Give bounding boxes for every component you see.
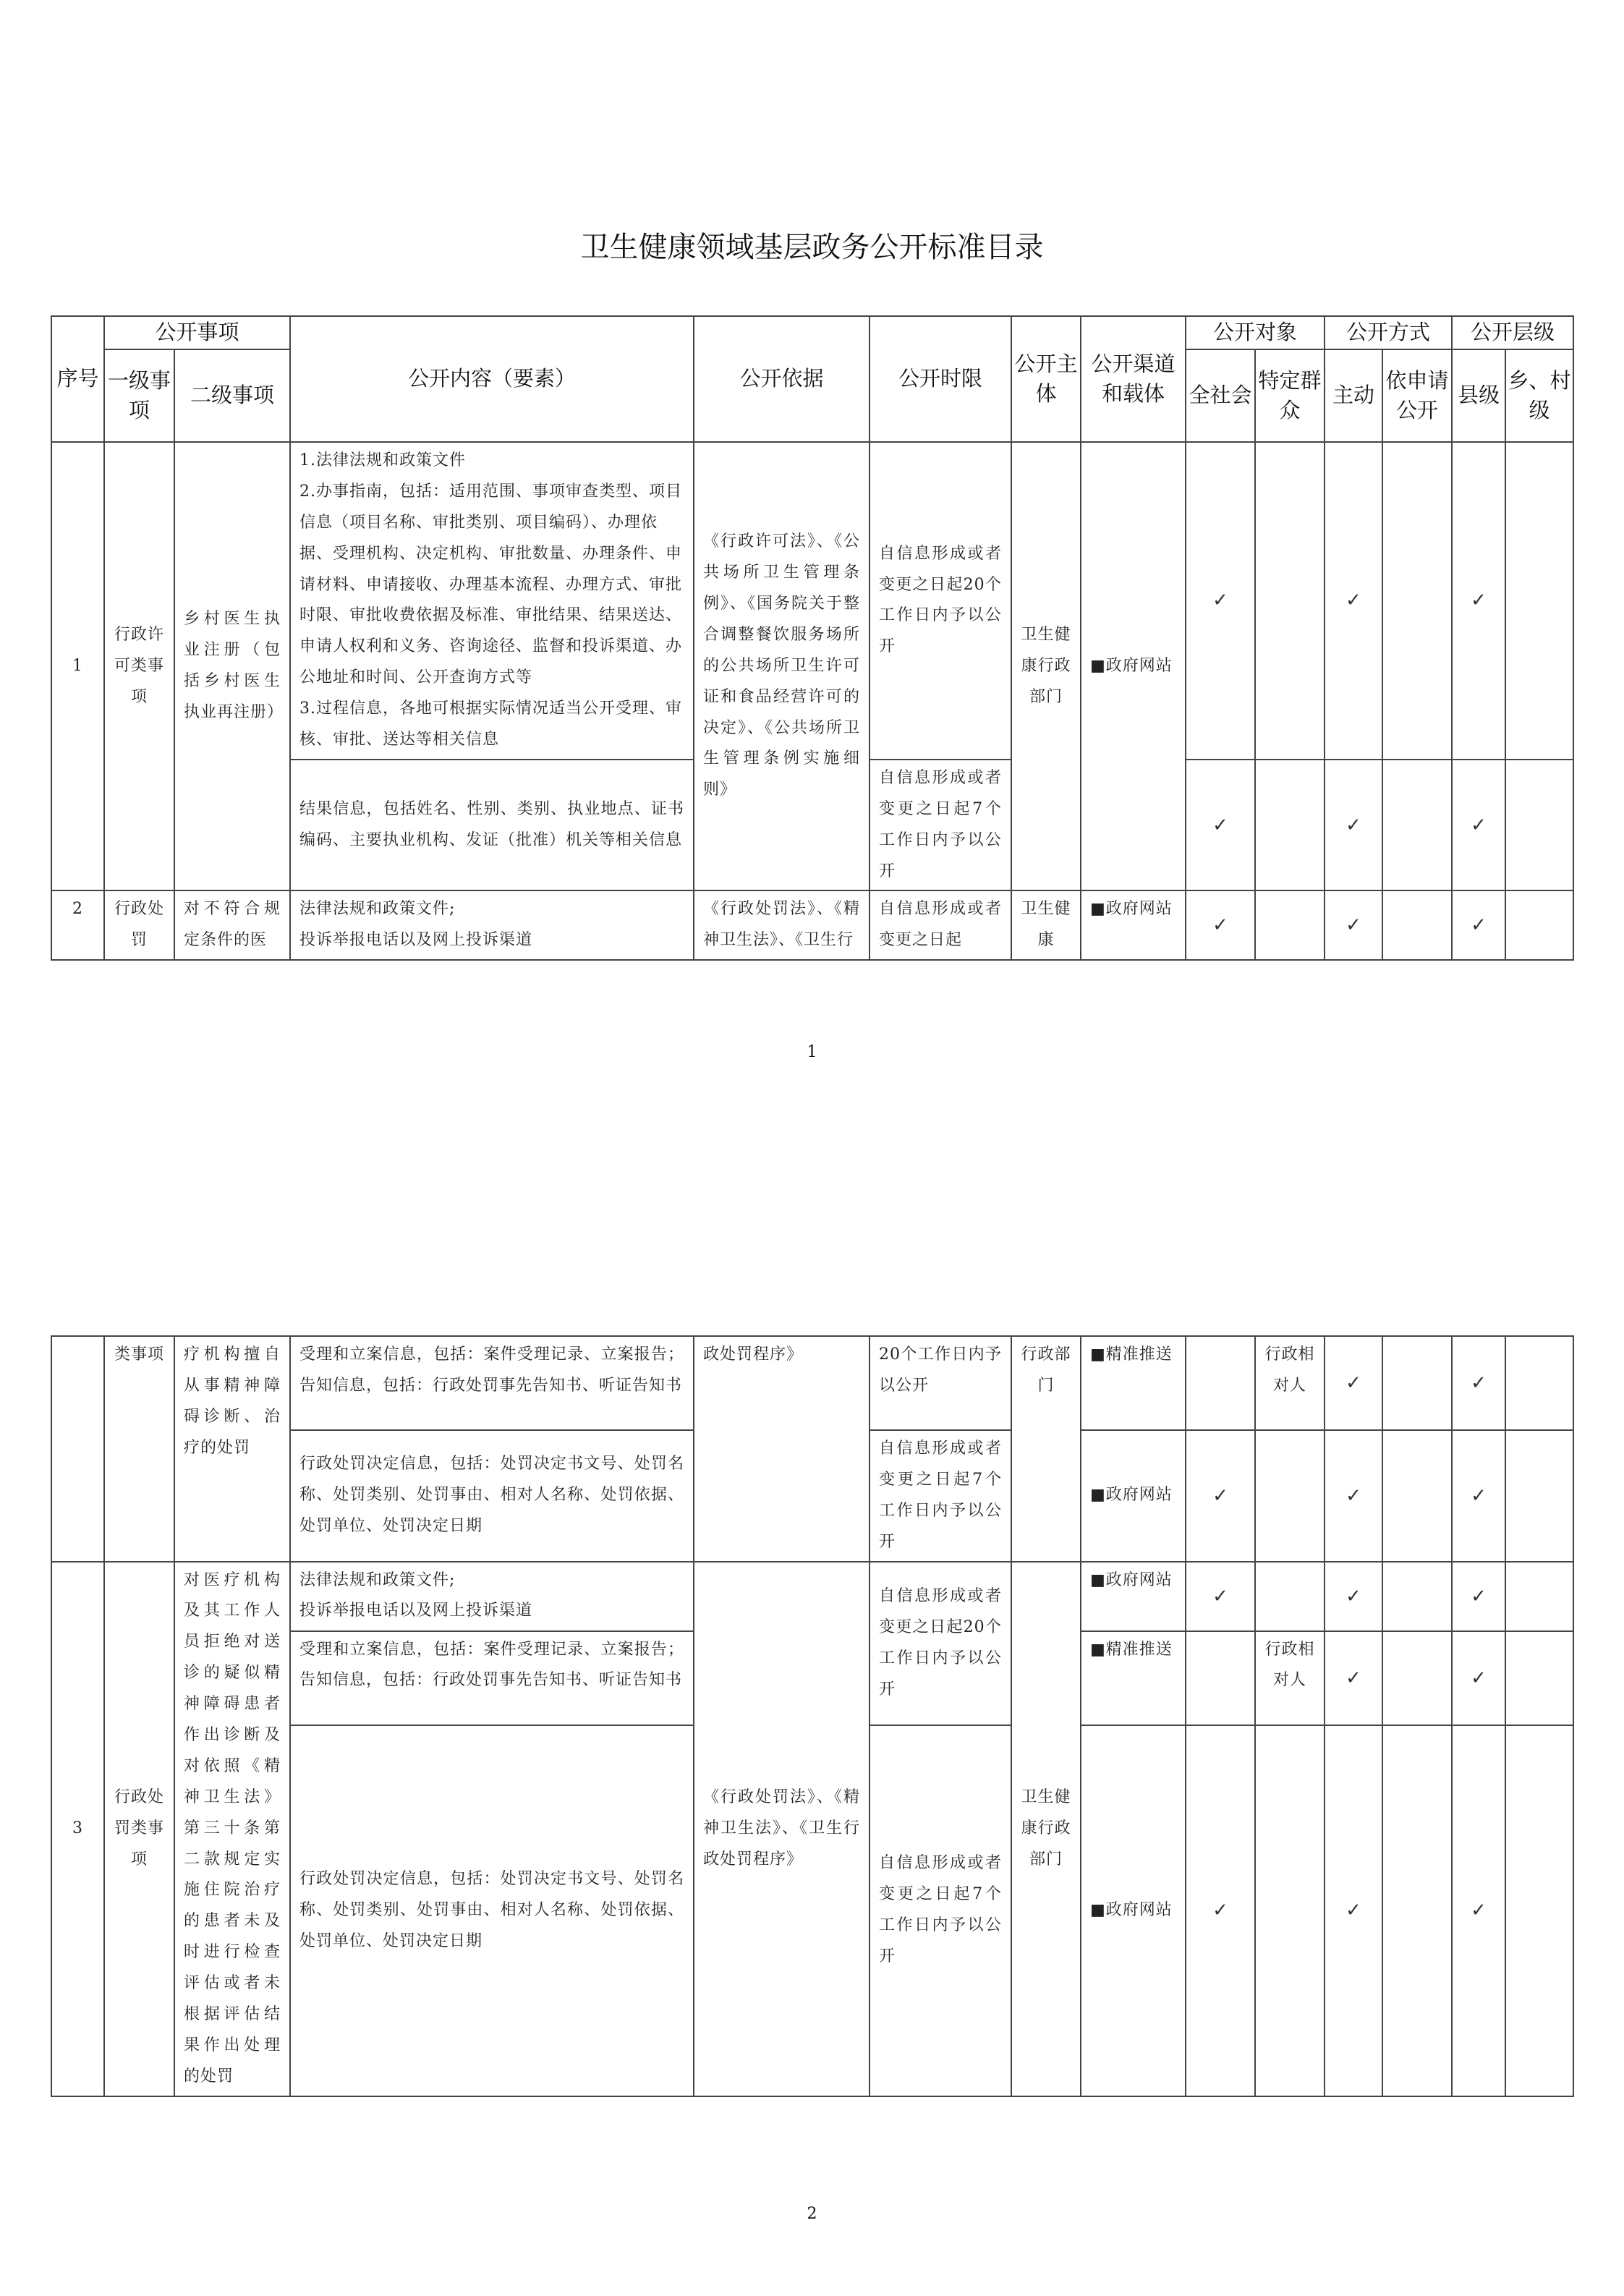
- row2-basis-part1: 《行政处罚法》、《精神卫生法》、《卫生行: [694, 890, 870, 960]
- header-seq: 序号: [51, 316, 104, 442]
- row3-content-a: 法律法规和政策文件; 投诉举报电话以及网上投诉渠道: [290, 1562, 694, 1631]
- row2c-seq-cell: [51, 1336, 104, 1562]
- row1a-mode-active-check: ✓: [1325, 442, 1382, 760]
- row3c-tier-town-cell: [1505, 1725, 1573, 2096]
- row3c-tier-county-check: ✓: [1452, 1725, 1505, 2096]
- row2-tier-county-check: ✓: [1452, 890, 1505, 960]
- header-level2: 二级事项: [174, 349, 290, 442]
- row3-channel-a: ■政府网站: [1081, 1562, 1186, 1631]
- row3-content-c: 行政处罚决定信息，包括：处罚决定书文号、处罚名称、处罚类别、处罚事由、相对人名称、处罚依据、处罚单位、处罚决定日期: [290, 1725, 694, 2096]
- row2ca-tier-town-cell: [1505, 1336, 1573, 1430]
- row3b-tier-town-cell: [1505, 1631, 1573, 1725]
- row2c-channel-b: ■政府网站: [1081, 1430, 1186, 1562]
- row2cb-target-all-check: ✓: [1186, 1430, 1255, 1562]
- row2-channel-part1: ■政府网站: [1081, 890, 1186, 960]
- row3b-tier-county-check: ✓: [1452, 1631, 1505, 1725]
- row3b-mode-active-check: ✓: [1325, 1631, 1382, 1725]
- row2c-time-b: 自信息形成或者变更之日起7个工作日内予以公开: [870, 1430, 1011, 1562]
- header-level1: 一级事项: [104, 349, 174, 442]
- header-mode-active: 主动: [1325, 349, 1382, 442]
- row2-tier-town-cell: [1505, 890, 1573, 960]
- row3c-mode-active-check: ✓: [1325, 1725, 1382, 2096]
- row2ca-mode-apply-cell: [1382, 1336, 1452, 1430]
- header-mode-apply: 依申请公开: [1382, 349, 1452, 442]
- row2cb-tier-county-check: ✓: [1452, 1430, 1505, 1562]
- row2c-basis: 政处罚程序》: [694, 1336, 870, 1562]
- row1a-tier-county-check: ✓: [1452, 442, 1505, 760]
- row1-time-b: 自信息形成或者变更之日起7个工作日内予以公开: [870, 760, 1011, 891]
- row1-content-a: 1.法律法规和政策文件 2.办事指南，包括：适用范围、事项审查类型、项目信息（项目名称、审批类别、项目编码）、办理依据、受理机构、决定机构、审批数量、办理条件、申请材料、申请接收、办理基本流程、办理方式、审批时限、审批收费依据及标准、审批结果、结果送达、申请人权利和义务、咨询途径、监督和投诉渠道、办公地址和时间、公开查询方式等 3.过程信息，各地可根据实际情况适当公开受理、审核、审批、送达等相关信息: [290, 442, 694, 760]
- row1-channel: ■政府网站: [1081, 442, 1186, 890]
- row3-content-b: 受理和立案信息，包括：案件受理记录、立案报告；告知信息，包括：行政处罚事先告知书、听证告知书: [290, 1631, 694, 1725]
- row3-time-b: 自信息形成或者变更之日起7个工作日内予以公开: [870, 1725, 1011, 2096]
- row2-mode-active-check: ✓: [1325, 890, 1382, 960]
- row3-seq: 3: [51, 1562, 104, 2096]
- row2cb-tier-town-cell: [1505, 1430, 1573, 1562]
- row2ca-target-all-cell: [1186, 1336, 1255, 1430]
- header-basis: 公开依据: [694, 316, 870, 442]
- row2cb-mode-apply-cell: [1382, 1430, 1452, 1562]
- row2cb-target-specific-cell: [1255, 1430, 1325, 1562]
- catalog-table-page-2: [51, 1335, 1574, 2097]
- header-tier-group: 公开层级: [1452, 316, 1573, 349]
- row1-seq: 1: [51, 442, 104, 890]
- row2c-level2: 疗机构擅自从事精神障碍诊断、治疗的处罚: [174, 1336, 290, 1562]
- row3a-target-specific-cell: [1255, 1562, 1325, 1631]
- row1-level1: 行政许可类事项: [104, 442, 174, 890]
- row2-mode-apply-cell: [1382, 890, 1452, 960]
- row1-level2: 乡村医生执业注册（包括乡村医生执业再注册）: [174, 442, 290, 890]
- row2cb-mode-active-check: ✓: [1325, 1430, 1382, 1562]
- row1a-target-specific-cell: [1255, 442, 1325, 760]
- row3-level2: 对医疗机构及其工作人员拒绝对送诊的疑似精神障碍患者作出诊断及对依照《精神卫生法》第三十条第二款规定实施住院治疗的患者未及时进行检查评估或者未根据评估结果作出处理的处罚: [174, 1562, 290, 2096]
- row1b-target-all-check: ✓: [1186, 760, 1255, 891]
- row1a-tier-town-cell: [1505, 442, 1573, 760]
- header-tier-county: 县级: [1452, 349, 1505, 442]
- row2c-channel-a: ■精准推送: [1081, 1336, 1186, 1430]
- row3a-mode-active-check: ✓: [1325, 1562, 1382, 1631]
- row1b-tier-town-cell: [1505, 760, 1573, 891]
- row3b-mode-apply-cell: [1382, 1631, 1452, 1725]
- row3a-target-all-check: ✓: [1186, 1562, 1255, 1631]
- row2-target-specific-cell: [1255, 890, 1325, 960]
- row2c-level1: 类事项: [104, 1336, 174, 1562]
- row1a-mode-apply-cell: [1382, 442, 1452, 760]
- row2-level1: 行政处罚: [104, 890, 174, 960]
- row2c-subject: 行政部门: [1011, 1336, 1081, 1562]
- page-number-1: 1: [807, 1043, 817, 1061]
- table-row: [51, 442, 1573, 760]
- catalog-table-page-1: [51, 315, 1574, 961]
- row3c-target-specific-cell: [1255, 1725, 1325, 2096]
- row3b-target-specific: 行政相对人: [1255, 1631, 1325, 1725]
- row2ca-tier-county-check: ✓: [1452, 1336, 1505, 1430]
- header-time-limit: 公开时限: [870, 316, 1011, 442]
- row3a-mode-apply-cell: [1382, 1562, 1452, 1631]
- row1-basis: 《行政许可法》、《公共场所卫生管理条例》、《国务院关于整合调整餐饮服务场所的公共场所卫生许可证和食品经营许可的决定》、《公共场所卫生管理条例实施细则》: [694, 442, 870, 890]
- row1b-target-specific-cell: [1255, 760, 1325, 891]
- row2-subject-part1: 卫生健康: [1011, 890, 1081, 960]
- row2-target-all-check: ✓: [1186, 890, 1255, 960]
- page-number-2: 2: [807, 2205, 817, 2223]
- row3-subject: 卫生健康行政部门: [1011, 1562, 1081, 2096]
- header-mode-group: 公开方式: [1325, 316, 1452, 349]
- table-row: [51, 1336, 1573, 1430]
- row3-basis: 《行政处罚法》、《精神卫生法》、《卫生行政处罚程序》: [694, 1562, 870, 2096]
- row2-seq: 2: [51, 890, 104, 960]
- row3a-tier-county-check: ✓: [1452, 1562, 1505, 1631]
- row2ca-mode-active-check: ✓: [1325, 1336, 1382, 1430]
- row1-subject: 卫生健康行政部门: [1011, 442, 1081, 890]
- row2c-time-a: 20个工作日内予以公开: [870, 1336, 1011, 1430]
- header-tier-town: 乡、村级: [1505, 349, 1573, 442]
- row2c-content-b: 行政处罚决定信息，包括：处罚决定书文号、处罚名称、处罚类别、处罚事由、相对人名称、处罚依据、处罚单位、处罚决定日期: [290, 1430, 694, 1562]
- row3-level1: 行政处罚类事项: [104, 1562, 174, 2096]
- header-subject: 公开主体: [1011, 316, 1081, 442]
- page-title: 卫生健康领域基层政务公开标准目录: [580, 231, 1044, 264]
- header-target-all: 全社会: [1186, 349, 1255, 442]
- row1b-mode-active-check: ✓: [1325, 760, 1382, 891]
- row2c-content-a: 受理和立案信息，包括：案件受理记录、立案报告；告知信息，包括：行政处罚事先告知书、听证告知书: [290, 1336, 694, 1430]
- row3-time-a: 自信息形成或者变更之日起20个工作日内予以公开: [870, 1562, 1011, 1725]
- row2-content-part1: 法律法规和政策文件; 投诉举报电话以及网上投诉渠道: [290, 890, 694, 960]
- row1b-mode-apply-cell: [1382, 760, 1452, 891]
- row1-content-b: 结果信息，包括姓名、性别、类别、执业地点、证书编码、主要执业机构、发证（批准）机关等相关信息: [290, 760, 694, 891]
- row2-time-part1: 自信息形成或者变更之日起: [870, 890, 1011, 960]
- row1b-tier-county-check: ✓: [1452, 760, 1505, 891]
- header-items-group: 公开事项: [104, 316, 290, 349]
- row3-channel-b: ■精准推送: [1081, 1631, 1186, 1725]
- header-content: 公开内容（要素）: [290, 316, 694, 442]
- row1a-target-all-check: ✓: [1186, 442, 1255, 760]
- row2ca-target-specific: 行政相对人: [1255, 1336, 1325, 1430]
- header-target-specific: 特定群众: [1255, 349, 1325, 442]
- table-row: [51, 890, 1573, 960]
- row3a-tier-town-cell: [1505, 1562, 1573, 1631]
- row1-time-a: 自信息形成或者变更之日起20个工作日内予以公开: [870, 442, 1011, 760]
- row3c-target-all-check: ✓: [1186, 1725, 1255, 2096]
- table-row: [51, 1562, 1573, 1631]
- header-target-group: 公开对象: [1186, 316, 1325, 349]
- row3c-mode-apply-cell: [1382, 1725, 1452, 2096]
- row2-level2-part1: 对不符合规定条件的医: [174, 890, 290, 960]
- header-channel: 公开渠道和载体: [1081, 316, 1186, 442]
- row3-channel-c: ■政府网站: [1081, 1725, 1186, 2096]
- row3b-target-all-cell: [1186, 1631, 1255, 1725]
